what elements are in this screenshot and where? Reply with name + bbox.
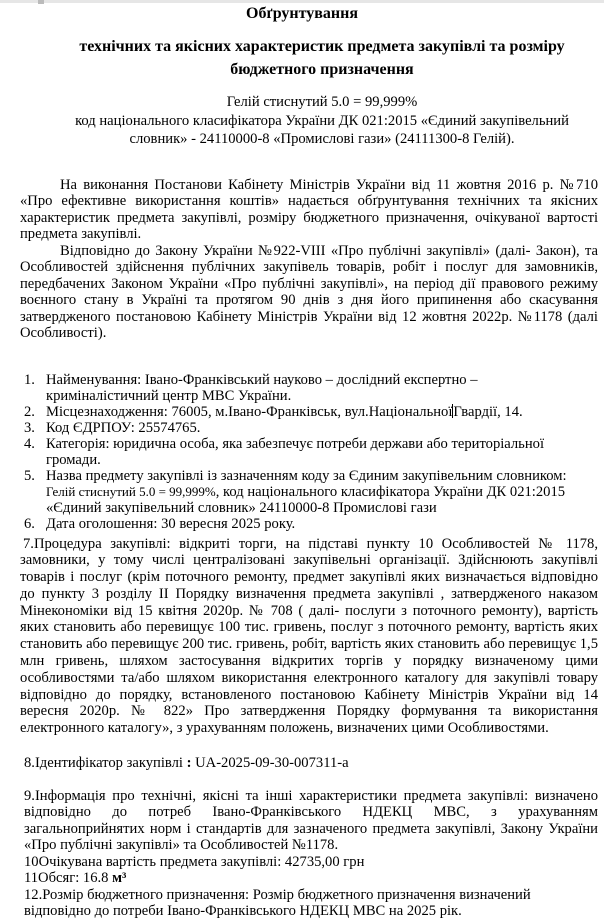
expected-cost: 10Очікувана вартість предмета закупівлі: 42735,00 грн bbox=[24, 853, 365, 870]
list-item bbox=[24, 468, 584, 516]
item-text: Місцезнаходження: 76005, м.Івано-Франківськ, вул.Національної bbox=[46, 403, 453, 420]
item-text: Дата оголошення: 30 вересня 2025 року. bbox=[46, 515, 296, 532]
item-text: Категорія: юридична особа, яка забезпечує потреби держави або територіальної громади. bbox=[46, 435, 544, 468]
item-text: Назва предмету закупівлі із зазначенням коду за Єдиним закупівельним словником: bbox=[46, 467, 567, 484]
intro-section bbox=[20, 177, 598, 342]
subject-block bbox=[0, 93, 604, 149]
volume-label: 11Обсяг: 16.8 bbox=[24, 870, 113, 887]
procurement-id bbox=[24, 755, 594, 772]
document-subtitle bbox=[0, 35, 604, 81]
list-item bbox=[24, 420, 584, 436]
item-number: 1. bbox=[24, 371, 35, 388]
volume-unit: м³ bbox=[112, 870, 127, 887]
subject-code-line: код національного класифікатора України ДК 021:2015 «Єдиний закупівельний bbox=[75, 112, 569, 129]
characteristics-paragraph: 9.Інформація про технічні, якісні та інші характеристики предмета закупівлі: визначено відповідно до потреб Івано-Франківського НДЕКЦ МВС, з урахуванням загальноприйнятих норм і стандартів для зазначеного предмета закупівлі, Закону України «Про публічні закупівлі» та Особливостей №1178. bbox=[24, 787, 598, 854]
subject-name: Гелій стиснутий 5.0 = 99,999% bbox=[226, 94, 418, 110]
list-item bbox=[24, 516, 584, 532]
id-colon: : bbox=[186, 755, 192, 772]
budget-line: 12.Розмір бюджетного призначення: Розмір бюджетного призначення визначений bbox=[24, 886, 531, 903]
item-text: Гвардії, 14. bbox=[453, 403, 523, 420]
volume bbox=[24, 870, 594, 887]
budget-line: відповідно до потреби Івано-Франківського НДЕКЦ МВС на 2025 рік. bbox=[24, 903, 462, 920]
item-number: 6. bbox=[24, 515, 35, 532]
intro-paragraph: На виконання Постанови Кабінету Міністрів України від 11 жовтня 2016 р. №710 «Про ефективне використання коштів» надається обґрунтування технічних та якісних характеристик предмета закупівлі, розміру бюджетного призначення, очікуваної вартості предмета закупівлі. bbox=[20, 176, 598, 242]
list-item bbox=[24, 404, 584, 420]
subtitle-line: бюджетного призначення bbox=[230, 61, 414, 78]
item-number: 4. bbox=[24, 435, 35, 452]
item-text: , код національного класифікатора України ДК 021:2015 «Єдиний закупівельний словник» 24110000-8 Промислові гази bbox=[46, 483, 566, 516]
info-list bbox=[24, 372, 584, 532]
id-value: UA-2025-09-30-007311-a bbox=[191, 755, 349, 772]
item-text: Найменування: Івано-Франківський науково – дослідний експертно – криміналістичний центр МВС України. bbox=[46, 371, 478, 404]
item-text: Код ЄДРПОУ: 25574765. bbox=[46, 419, 201, 436]
item-number: 2. bbox=[24, 403, 35, 420]
list-item bbox=[24, 372, 584, 404]
subtitle-line: технічних та якісних характеристик предмета закупівлі та розміру bbox=[79, 38, 565, 55]
item-number: 5. bbox=[24, 467, 35, 484]
subject-code-line: словник» - 24110000-8 «Промислові гази» (24111300-8 Гелій). bbox=[129, 131, 515, 147]
intro-paragraph: Відповідно до Закону України №922-VIII «Про публічні закупівлі» (далі- Закон), та Особливостей здійснення публічних закупівель товарів, робіт і послуг для замовників, передбачених Законом України «Про публічні закупівлі», на період дії правового режиму воєнного стану в Україні та протягом 90 днів з дня його припинення або скасування затвердженого постановою Кабінету Міністрів України від 12 жовтня 2022р. №1178 (далі Особливості). bbox=[20, 242, 598, 341]
item-number: 3. bbox=[24, 419, 35, 436]
budget-allocation bbox=[24, 887, 594, 920]
list-item bbox=[24, 436, 544, 468]
procedure-paragraph: 7.Процедура закупівлі: відкриті торги, на підставі пункту 10 Особливостей № 1178, замовники, у тому числі централізовані закупівельні організації. Здійснюють закупівлі товарів і послуг (крім поточного ремонту, предмет закупівлі яких визначається відповідно до пункту 3 розділу II Порядку визначення предмета закупівлі , затвердженого наказом Мінекономіки від 15 квітня 2020р. № 708 ( далі- послуги з поточного ремонту), вартість яких становить або перевищує 100 тис. гривень, послуг з поточного ремонту, вартість яких становить або перевищує 200 тис. гривень, робіт, вартість яких становить або перевищує 1,5 млн гривень, шляхом застосування відкритих торгів у порядку визначеному цими особливостями та/або шляхом використання електронного каталогу для закупівлі товару відповідно до порядку, встановленого постановою Кабінету Міністрів України від 14 вересня 2020р. № 822» Про затвердження Порядку формування та використання електронного каталогу», з урахуванням положень, визначених цими Особливостями. bbox=[20, 535, 598, 737]
document-title: Обґрунтування bbox=[246, 5, 358, 22]
item-text: Гелій стиснутий 5.0 = 99,999% bbox=[46, 483, 216, 499]
id-label: 8.Ідентифікатор закупівлі bbox=[24, 755, 187, 772]
